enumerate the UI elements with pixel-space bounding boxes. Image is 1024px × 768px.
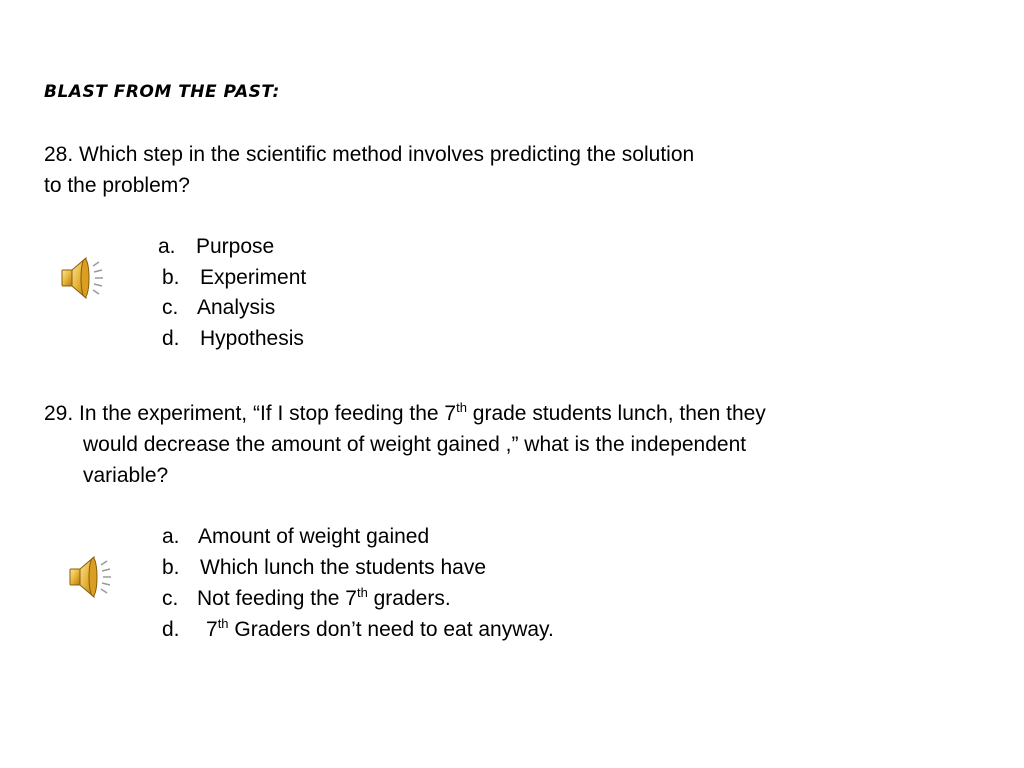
q28-choice-a bbox=[158, 231, 274, 262]
q29-choice-c bbox=[162, 583, 451, 614]
choice-text-post: graders. bbox=[367, 587, 451, 610]
q29-line1-superscript: th bbox=[456, 400, 467, 415]
question-29-line-3: variable? bbox=[83, 464, 169, 487]
choice-letter: a. bbox=[162, 525, 180, 548]
choice-text: Purpose bbox=[196, 235, 275, 258]
choice-letter: d. bbox=[162, 618, 180, 641]
choice-text: Which lunch the students have bbox=[200, 556, 487, 579]
q29-choice-a bbox=[162, 521, 429, 552]
q28-choice-d bbox=[162, 323, 304, 354]
q29-line1-part-a: 29. In the experiment, “If I stop feeding the 7 bbox=[44, 402, 457, 425]
choice-superscript: th bbox=[217, 616, 229, 631]
question-28-line-2: to the problem? bbox=[44, 174, 190, 197]
choice-letter: c. bbox=[162, 296, 179, 319]
question-29-line-1 bbox=[44, 398, 766, 429]
choice-letter: b. bbox=[162, 556, 180, 579]
q29-choice-d bbox=[162, 614, 554, 645]
question-28-line-1: 28. Which step in the scientific method involves predicting the solution bbox=[44, 143, 695, 166]
choice-letter: a. bbox=[158, 235, 176, 258]
q29-choice-b bbox=[162, 552, 486, 583]
choice-text: Analysis bbox=[197, 296, 276, 319]
choice-text: Hypothesis bbox=[200, 327, 304, 350]
choice-text-pre: 7 bbox=[206, 618, 218, 641]
choice-text: Experiment bbox=[200, 266, 307, 289]
question-29-line-2: would decrease the amount of weight gained ,” what is the independent bbox=[83, 433, 747, 456]
choice-letter: d. bbox=[162, 327, 180, 350]
choice-text: Amount of weight gained bbox=[198, 525, 430, 548]
q28-choice-c bbox=[162, 292, 275, 323]
q28-choice-b bbox=[162, 262, 306, 293]
speaker-audio-icon[interactable] bbox=[66, 551, 116, 603]
speaker-audio-icon[interactable] bbox=[58, 252, 108, 304]
choice-text-post: Graders don’t need to eat anyway. bbox=[228, 618, 554, 641]
slide-heading: BLAST FROM THE PAST: bbox=[44, 82, 280, 102]
q29-line1-part-b: grade students lunch, then they bbox=[466, 402, 766, 425]
choice-superscript: th bbox=[356, 585, 368, 600]
choice-letter: c. bbox=[162, 587, 179, 610]
choice-text-pre: Not feeding the 7 bbox=[197, 587, 357, 610]
choice-letter: b. bbox=[162, 266, 180, 289]
